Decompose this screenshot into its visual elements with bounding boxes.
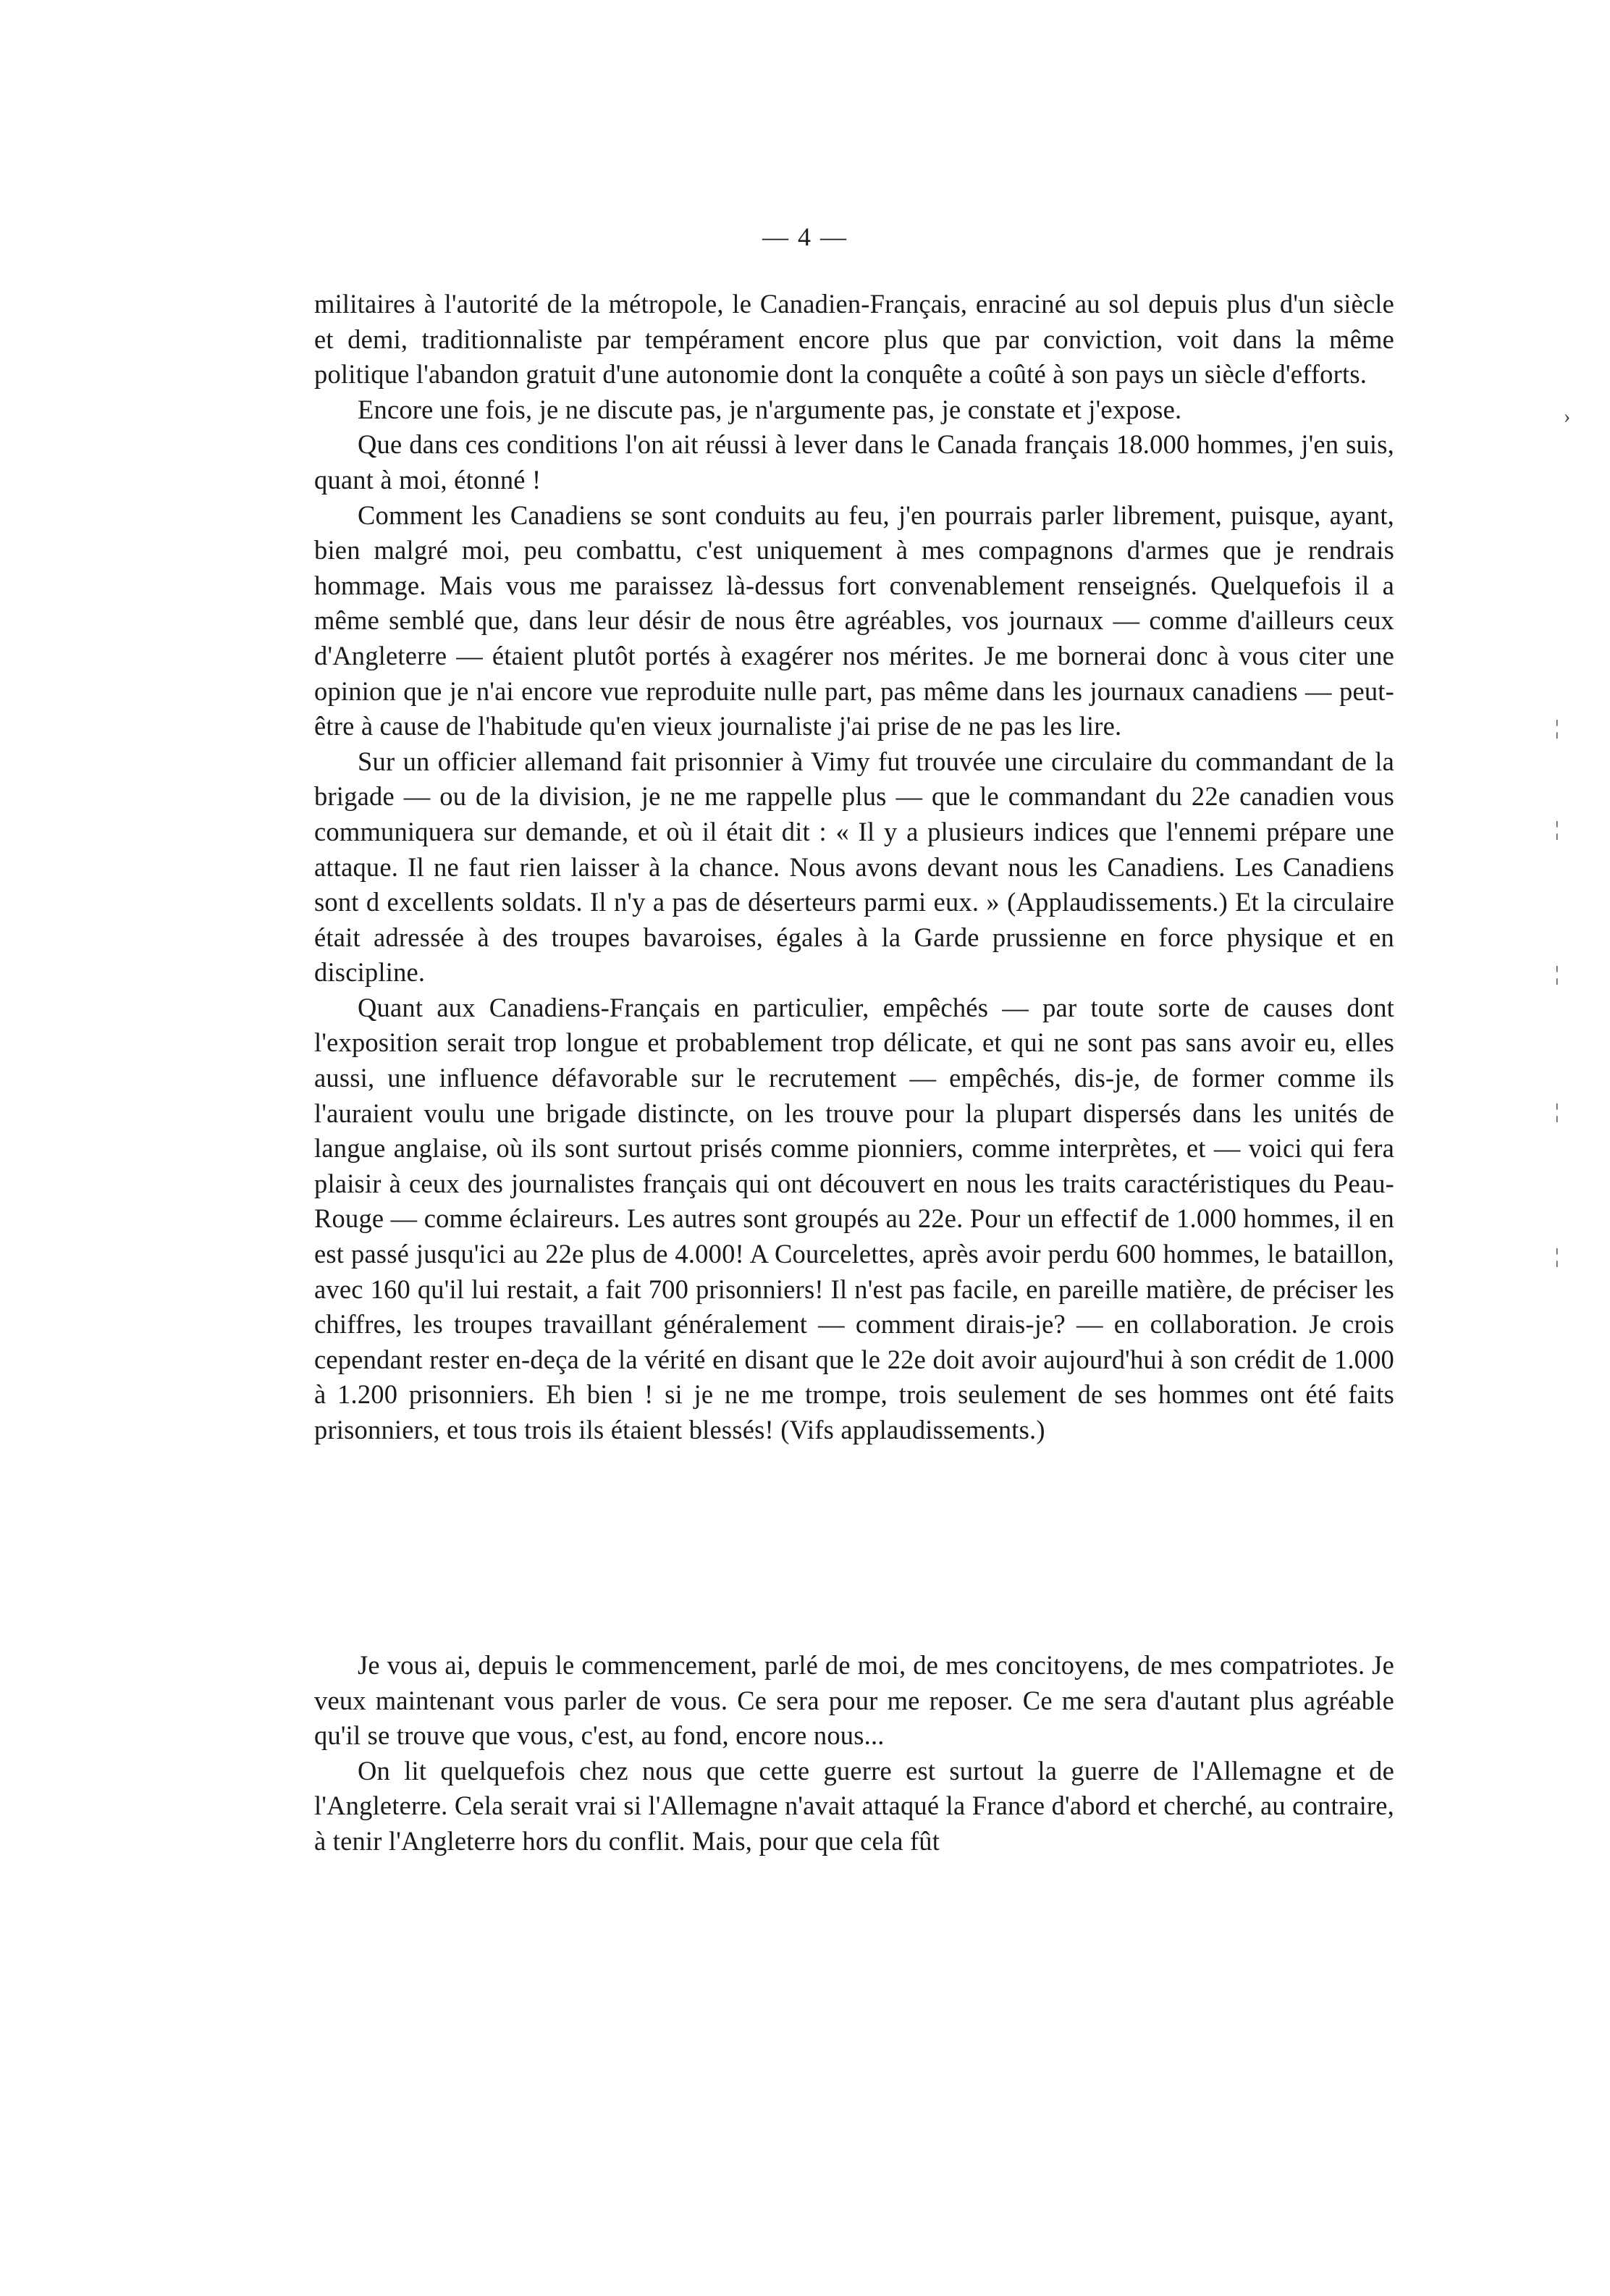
margin-speck: ¦ [1555,1101,1559,1123]
margin-speck: ¦ [1555,717,1559,739]
paragraph: militaires à l'autorité de la métropole, le Canadien-Français, enraciné au sol depuis plus d'un siècle et demi, traditionnaliste par tempérament encore plus que par conviction, voit dans la même politique l'abandon gratuit d'une autonomie dont la conquête a coûté à son pays un siècle d'efforts. [314,289,1394,390]
margin-speck: ¦ [1555,963,1559,985]
paragraph: Sur un officier allemand fait prisonnier à Vimy fut trouvée une circulaire du commandant de la brigade — ou de la division, je ne me rappelle plus — que le commandant du 22e canadien vous communiquera sur demande, et où il était dit : « Il y a plusieurs indices que l'ennemi prépare une attaque. Il ne faut rien laisser à la chance. Nous avons devant nous les Canadiens. Les Canadiens sont d excellents soldats. Il n'y a pas de déserteurs parmi eux. » (Applaudissements.) Et la circulaire était adressée à des troupes bavaroises, égales à la Garde prussienne en force physique et en discipline. [314,746,1394,988]
second-text-block [314,1648,1394,1859]
page-number: — 4 — [762,222,848,251]
paragraph: Quant aux Canadiens-Français en particulier, empêchés — par toute sorte de causes dont l'exposition serait trop longue et probablement trop délicate, et qui ne sont pas sans avoir eu, elles aussi, une influence défavorable sur le recrutement — empêchés, dis-je, de former comme ils l'auraient voulu une brigade distincte, on les trouve pour la plupart dispersés dans les unités de langue anglaise, où ils sont surtout prisés comme pionniers, comme interprètes, et — voici qui fera plaisir à ceux des journalistes français qui ont découvert en nous les traits caractéristiques du Peau-Rouge — comme éclaireurs. Les autres sont groupés au 22e. Pour un effectif de 1.000 hommes, il en est passé jusqu'ici au 22e plus de 4.000! A Courcelettes, après avoir perdu 600 hommes, le bataillon, avec 160 qu'il lui restait, a fait 700 prisonniers! Il n'est pas facile, en pareille matière, de préciser les chiffres, les troupes travaillant généralement — comment dirais-je? — en collaboration. Je crois cependant rester en-deça de la vérité en disant que le 22e doit avoir aujourd'hui à son crédit de 1.000 à 1.200 prisonniers. Eh bien ! si je ne me trompe, trois seulement de ses hommes ont été faits prisonniers, et tous trois ils étaient blessés! (Vifs applaudissements.) [314,992,1394,1445]
paragraph: Comment les Canadiens se sont conduits au feu, j'en pourrais parler librement, puisque, ayant, bien malgré moi, peu combattu, c'est uniquement à mes compagnons d'armes que je rendrais hommage. Mais vous me paraissez là-dessus fort convenablement renseignés. Quelquefois il a même semblé que, dans leur désir de nous être agréables, vos journaux — comme d'ailleurs ceux d'Angleterre — étaient plutôt portés à exagérer nos mérites. Je me bornerai donc à vous citer une opinion que je n'ai encore vue reproduite nulle part, pas même dans les journaux canadiens — peut-être à cause de l'habitude qu'en vieux journaliste j'ai prise de ne pas les lire. [314,500,1394,741]
paragraph: On lit quelquefois chez nous que cette guerre est surtout la guerre de l'Allemagne et de l'Angleterre. Cela serait vrai si l'Allemagne n'avait attaqué la France d'abord et cherché, au contraire, à tenir l'Angleterre hors du conflit. Mais, pour que cela fût [314,1755,1394,1856]
margin-speck: › [1564,405,1571,428]
main-text-block [314,287,1394,1448]
margin-speck: ¦ [1555,818,1559,841]
margin-speck: ¦ [1555,1245,1559,1268]
paragraph: Encore une fois, je ne discute pas, je n'argumente pas, je constate et j'expose. [358,394,1182,424]
paragraph: Que dans ces conditions l'on ait réussi à lever dans le Canada français 18.000 hommes, j'en suis, quant à moi, étonné ! [314,429,1394,495]
paragraph: Je vous ai, depuis le commencement, parlé de moi, de mes concitoyens, de mes compatriotes. Je veux maintenant vous parler de vous. Ce sera pour me reposer. Ce me sera d'autant plus agréable qu'il se trouve que vous, c'est, au fond, encore nous... [314,1650,1394,1751]
